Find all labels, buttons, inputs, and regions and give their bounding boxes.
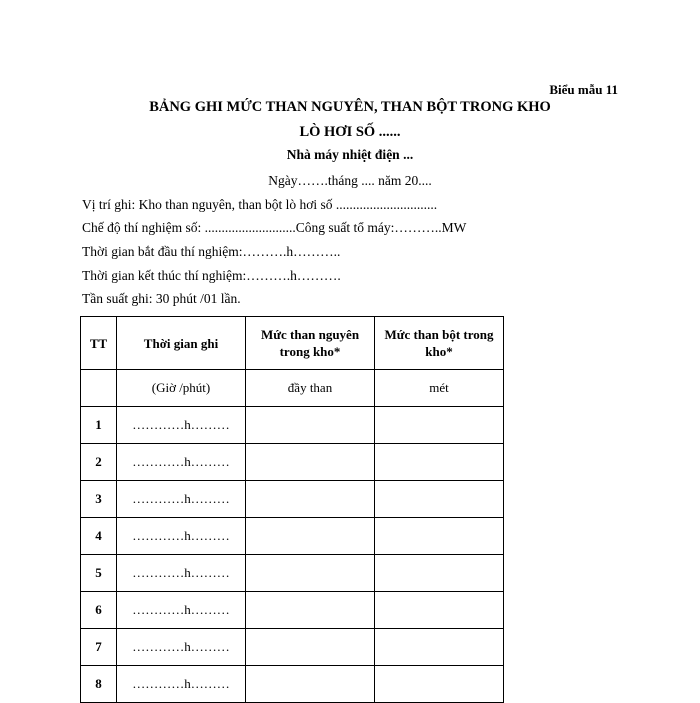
- header-pulverized-coal-level: Mức than bột trong kho*: [375, 317, 504, 370]
- table-row: [81, 518, 504, 555]
- row-number: 8: [81, 666, 117, 703]
- row-raw-coal-level[interactable]: [246, 629, 375, 666]
- row-time[interactable]: …………h………: [117, 592, 246, 629]
- row-number: 6: [81, 592, 117, 629]
- row-time[interactable]: …………h………: [117, 629, 246, 666]
- row-time[interactable]: …………h………: [117, 481, 246, 518]
- row-raw-coal-level[interactable]: [246, 592, 375, 629]
- row-number: 4: [81, 518, 117, 555]
- row-raw-coal-level[interactable]: [246, 666, 375, 703]
- row-time[interactable]: …………h………: [117, 666, 246, 703]
- row-pulverized-coal-level[interactable]: [375, 407, 504, 444]
- row-pulverized-coal-level[interactable]: [375, 592, 504, 629]
- table-row: [81, 444, 504, 481]
- row-time[interactable]: …………h………: [117, 555, 246, 592]
- table-row: [81, 666, 504, 703]
- row-raw-coal-level[interactable]: [246, 555, 375, 592]
- row-pulverized-coal-level[interactable]: [375, 555, 504, 592]
- unit-time: (Giờ /phút): [117, 370, 246, 407]
- header-tt: TT: [81, 317, 117, 370]
- test-end-line: Thời gian kết thúc thí nghiệm:……….h……….: [82, 268, 341, 283]
- table-row: [81, 481, 504, 518]
- row-number: 5: [81, 555, 117, 592]
- table-header-row: [81, 317, 504, 370]
- row-raw-coal-level[interactable]: [246, 444, 375, 481]
- coal-level-table: [80, 316, 504, 703]
- row-pulverized-coal-level[interactable]: [375, 481, 504, 518]
- table-row: [81, 592, 504, 629]
- row-number: 3: [81, 481, 117, 518]
- row-pulverized-coal-level[interactable]: [375, 518, 504, 555]
- header-time: Thời gian ghi: [117, 317, 246, 370]
- row-time[interactable]: …………h………: [117, 518, 246, 555]
- unit-raw-coal: đầy than: [246, 370, 375, 407]
- test-mode-line: Chế độ thí nghiệm số: ...........................Công suất tổ máy:………..MW: [82, 220, 467, 235]
- row-time[interactable]: …………h………: [117, 407, 246, 444]
- row-number: 7: [81, 629, 117, 666]
- row-raw-coal-level[interactable]: [246, 481, 375, 518]
- row-pulverized-coal-level[interactable]: [375, 629, 504, 666]
- row-pulverized-coal-level[interactable]: [375, 444, 504, 481]
- row-time[interactable]: …………h………: [117, 444, 246, 481]
- plant-name: Nhà máy nhiệt điện ...: [286, 147, 414, 162]
- row-raw-coal-level[interactable]: [246, 518, 375, 555]
- recording-frequency-line: Tần suất ghi: 30 phút /01 lần.: [82, 291, 241, 306]
- row-pulverized-coal-level[interactable]: [375, 666, 504, 703]
- document-title-line2: LÒ HƠI SỐ ......: [299, 124, 401, 140]
- table-row: [81, 629, 504, 666]
- unit-tt: [81, 370, 117, 407]
- row-raw-coal-level[interactable]: [246, 407, 375, 444]
- test-start-line: Thời gian bắt đầu thí nghiệm:……….h………..: [82, 244, 341, 259]
- form-code: Biểu mẫu 11: [549, 82, 618, 97]
- document-title: BẢNG GHI MỨC THAN NGUYÊN, THAN BỘT TRONG KHO: [149, 99, 551, 115]
- record-location-line: Vị trí ghi: Kho than nguyên, than bột lò hơi số ..............................: [82, 197, 438, 212]
- unit-pulverized-coal: mét: [375, 370, 504, 407]
- row-number: 1: [81, 407, 117, 444]
- table-row: [81, 555, 504, 592]
- table-units-row: [81, 370, 504, 407]
- table-row: [81, 407, 504, 444]
- row-number: 2: [81, 444, 117, 481]
- date-line: Ngày…….tháng .... năm 20....: [268, 173, 432, 188]
- header-raw-coal-level: Mức than nguyên trong kho*: [246, 317, 375, 370]
